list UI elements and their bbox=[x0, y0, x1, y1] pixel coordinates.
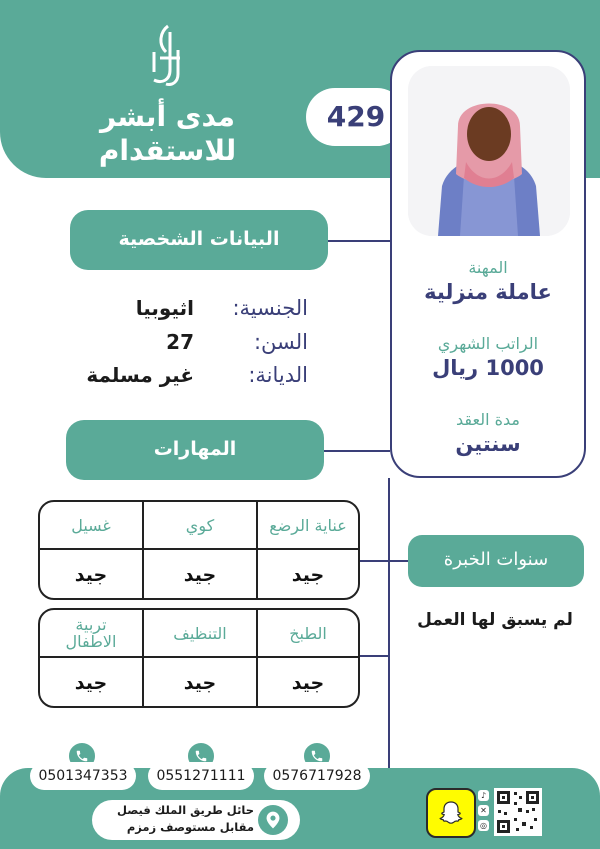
salary-label: الراتب الشهري bbox=[437, 334, 539, 353]
age-label: السن: bbox=[253, 330, 308, 354]
religion-row bbox=[86, 363, 308, 393]
contract-value: سنتين bbox=[455, 432, 521, 456]
phone-number[interactable]: 0576717928 bbox=[264, 762, 370, 790]
phone-number[interactable]: 0501347353 bbox=[30, 762, 136, 790]
religion-value: غير مسلمة bbox=[86, 363, 194, 387]
skills-table-2 bbox=[38, 608, 360, 708]
skill-level: جيد bbox=[183, 672, 217, 694]
skill-name: كوي bbox=[185, 515, 215, 535]
address-line: مقابل مستوصف زمزم bbox=[126, 820, 254, 834]
phone-number[interactable]: 0551271111 bbox=[148, 762, 254, 790]
age-value: 27 bbox=[166, 330, 194, 354]
skill-level: جيد bbox=[291, 564, 325, 586]
nationality-row bbox=[136, 296, 308, 326]
skills-table-1 bbox=[38, 500, 360, 600]
brand-logo-icon bbox=[140, 22, 190, 92]
skill-level: جيد bbox=[183, 564, 217, 586]
snapchat-code-icon[interactable] bbox=[426, 788, 476, 838]
x-icon[interactable]: ✕ bbox=[478, 805, 489, 816]
skill-name: غسيل bbox=[71, 515, 111, 535]
connector-line bbox=[388, 478, 390, 768]
skill-name: تربية الاطفال bbox=[65, 615, 117, 651]
religion-label: الديانة: bbox=[248, 363, 308, 387]
skill-level: جيد bbox=[291, 672, 325, 694]
experience-value: لم يسبق لها العمل bbox=[417, 610, 573, 630]
profession-value: عاملة منزلية bbox=[424, 280, 552, 304]
instagram-icon[interactable]: ◎ bbox=[478, 820, 489, 831]
connector-line bbox=[326, 240, 390, 242]
skill-name: التنظيف bbox=[173, 623, 227, 643]
personal-info-title: البيانات الشخصية bbox=[70, 210, 328, 270]
connector-line bbox=[360, 560, 408, 562]
experience-title: سنوات الخبرة bbox=[408, 535, 584, 587]
profession-label: المهنة bbox=[468, 258, 508, 277]
location-pin-icon bbox=[258, 805, 288, 835]
connector-line bbox=[360, 655, 390, 657]
worker-photo bbox=[408, 66, 570, 236]
brand-name: مدى أبشر للاستقدام bbox=[98, 100, 237, 167]
worker-code-badge: 429 bbox=[306, 88, 406, 146]
social-icons bbox=[478, 790, 492, 835]
salary-value: 1000 ريال bbox=[432, 356, 544, 380]
worker-portrait-icon bbox=[408, 66, 570, 236]
age-row bbox=[166, 330, 308, 360]
skill-name: الطبخ bbox=[289, 623, 327, 643]
skill-name: عناية الرضع bbox=[269, 515, 347, 535]
qr-code-icon[interactable] bbox=[494, 788, 542, 836]
nationality-label: الجنسية: bbox=[232, 296, 308, 320]
connector-line bbox=[322, 450, 390, 452]
skill-level: جيد bbox=[74, 564, 108, 586]
tiktok-icon[interactable]: ♪ bbox=[478, 790, 489, 801]
nationality-value: اثيوبيا bbox=[135, 296, 194, 320]
skills-title: المهارات bbox=[66, 420, 324, 480]
address-line: حائل طريق الملك فيصل bbox=[116, 803, 254, 817]
contract-label: مدة العقد bbox=[456, 410, 520, 429]
profile-card bbox=[390, 50, 586, 478]
skill-level: جيد bbox=[74, 672, 108, 694]
